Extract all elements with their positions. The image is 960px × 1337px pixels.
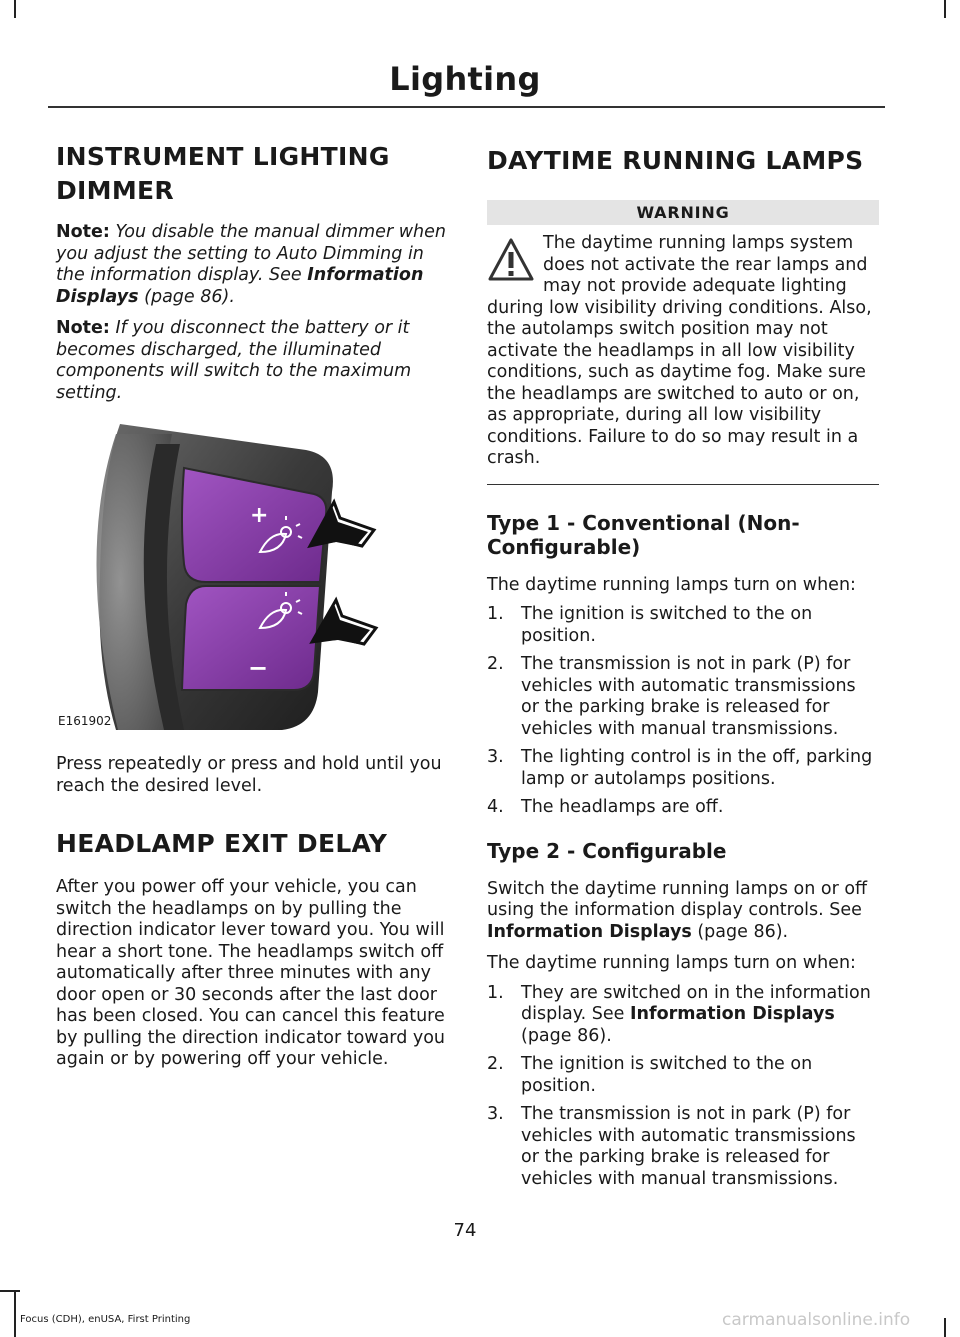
list-item xyxy=(487,1104,879,1190)
exit-delay-heading: HEADLAMP EXIT DELAY xyxy=(56,829,388,858)
type2-description xyxy=(487,879,879,944)
list-number: 3. xyxy=(487,747,504,767)
note-disable-dimmer xyxy=(56,222,448,308)
crop-mark xyxy=(14,0,16,18)
plus-symbol: + xyxy=(250,503,269,528)
information-displays-link[interactable]: Information Displays xyxy=(487,921,692,942)
list-text: The lighting control is in the off, parking lamp or autolamps positions. xyxy=(521,747,873,789)
warning-heading: WARNING xyxy=(487,200,879,225)
dimmer-switch-illustration xyxy=(56,414,448,732)
title-divider xyxy=(48,106,885,108)
exit-delay-text: After you power off your vehicle, you can switch the headlamps on by pulling the direction indicator lever toward you. You will hear a short tone. The headlamps switch off automatically after three minutes with any door open or 30 seconds after the last door has been closed. You can cancel this feature by pulling the direction indicator toward you again or by powering off your vehicle. xyxy=(56,877,446,1069)
list-text: They are switched on in the information display. See xyxy=(521,982,871,1024)
minus-symbol: − xyxy=(248,654,269,682)
dimmer-heading xyxy=(56,140,448,208)
warning-triangle-icon xyxy=(487,237,535,283)
crop-mark xyxy=(944,0,946,18)
list-item xyxy=(487,747,879,790)
warning-box xyxy=(487,200,879,485)
page-reference: (page 86). xyxy=(697,921,789,942)
note-text: If you disconnect the battery or it becomes discharged, the illuminated components will switch to the maximum setting. xyxy=(56,318,412,403)
warning-text: The daytime running lamps system does not activate the rear lamps and may not provide adequate lighting during low visibility driving conditions. Also, the autolamps switch position may not activate the headlamps in all low visibility conditions, such as daytime fog. Make sure the headlamps are switched to auto or on, as appropriate, during all low visibility conditions. Failure to do so may result in a crash. xyxy=(487,233,872,468)
list-text: The transmission is not in park (P) for vehicles with automatic transmissions or the parking brake is released for vehicles with manual transmissions. xyxy=(521,1104,856,1189)
list-item xyxy=(487,654,879,740)
crop-mark xyxy=(0,1290,20,1292)
list-text: The transmission is not in park (P) for vehicles with automatic transmissions or the parking brake is released for vehicles with manual transmissions. xyxy=(521,654,856,739)
list-number: 2. xyxy=(487,654,504,674)
list-number: 4. xyxy=(487,797,504,817)
type2-intro: The daytime running lamps turn on when: xyxy=(487,953,856,973)
drl-heading: DAYTIME RUNNING LAMPS xyxy=(487,146,864,175)
list-number: 2. xyxy=(487,1054,504,1074)
warning-body xyxy=(487,233,879,470)
type2-heading: Type 2 - Configurable xyxy=(487,838,727,863)
watermark: carmanualsonline.info xyxy=(722,1310,911,1330)
type1-list xyxy=(487,604,879,819)
figure-label: E161902 xyxy=(58,714,112,728)
dimmer-heading-line1: INSTRUMENT LIGHTING xyxy=(56,142,390,171)
list-number: 1. xyxy=(487,982,504,1003)
dimmer-switch-figure xyxy=(56,414,448,732)
warning-divider xyxy=(487,484,879,485)
right-column xyxy=(487,140,879,1190)
crop-mark xyxy=(14,1290,16,1337)
list-text: The headlamps are off. xyxy=(521,797,724,817)
list-item xyxy=(487,797,879,819)
type1-heading: Type 1 - Conventional (Non-Configurable) xyxy=(487,510,800,559)
footer-text: Focus (CDH), enUSA, First Printing xyxy=(20,1314,191,1325)
information-displays-link[interactable]: Information Displays xyxy=(630,1004,835,1024)
list-number: 1. xyxy=(487,604,504,624)
page-reference: (page 86). xyxy=(144,286,235,307)
crop-mark xyxy=(944,1318,946,1337)
note-label: Note: xyxy=(56,222,110,242)
page-title: Lighting xyxy=(389,60,541,98)
note-label: Note: xyxy=(56,318,110,338)
list-number: 3. xyxy=(487,1104,504,1124)
type1-intro: The daytime running lamps turn on when: xyxy=(487,574,856,595)
dimmer-heading-line2: DIMMER xyxy=(56,176,174,205)
list-text: The ignition is switched to the on position. xyxy=(521,604,813,646)
list-item xyxy=(487,604,879,647)
list-text: The ignition is switched to the on position. xyxy=(521,1054,813,1096)
left-column xyxy=(56,140,448,1071)
list-item xyxy=(487,983,879,1048)
type2-list xyxy=(487,983,879,1191)
note-text: You disable the manual dimmer when you adjust the setting to Auto Dimming in the information display. See xyxy=(56,222,446,285)
page-number: 74 xyxy=(453,1220,477,1241)
press-instruction: Press repeatedly or press and hold until you reach the desired level. xyxy=(56,754,442,796)
note-battery xyxy=(56,318,448,404)
page-reference: (page 86). xyxy=(521,1025,612,1046)
type2-text: Switch the daytime running lamps on or off using the information display controls. See xyxy=(487,878,868,920)
information-displays-link[interactable]: Information Displays xyxy=(56,265,424,307)
list-item xyxy=(487,1054,879,1097)
